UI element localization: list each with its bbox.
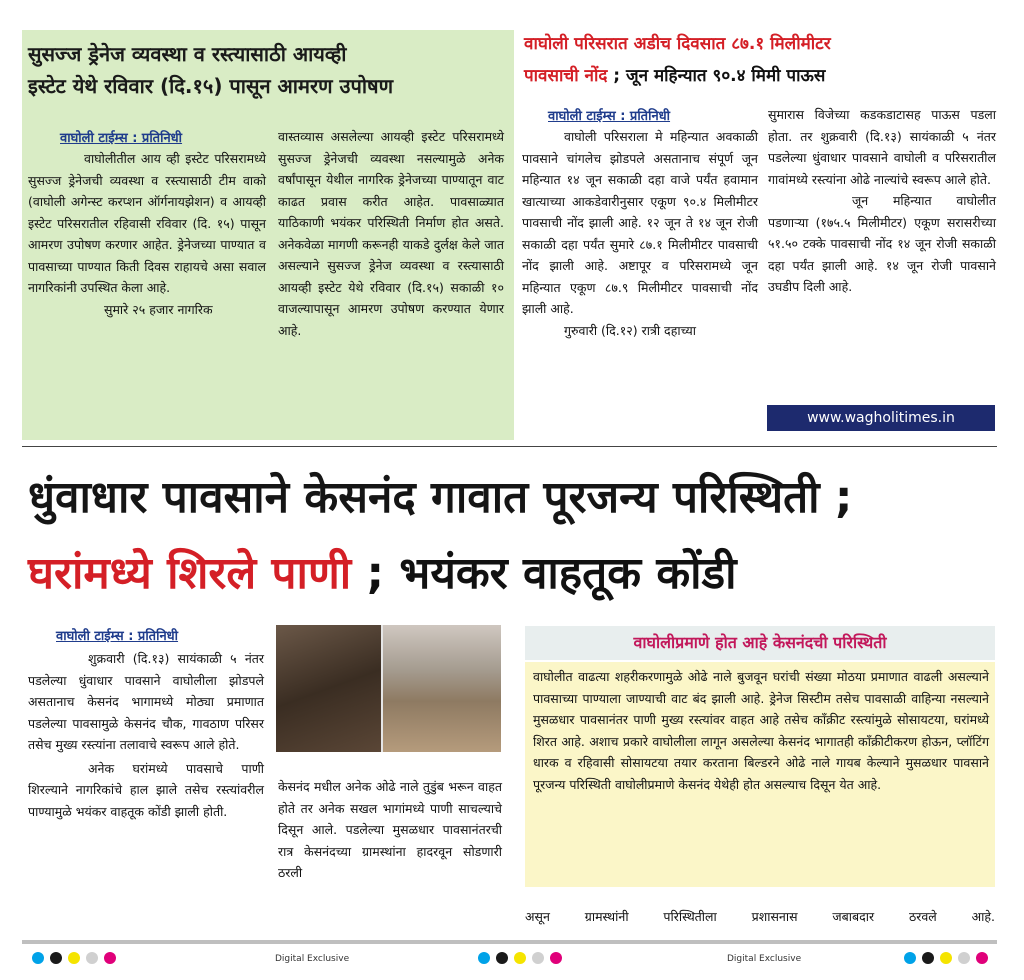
website-url[interactable]: www.wagholitimes.in: [767, 405, 995, 431]
sidebar-body: [533, 666, 989, 795]
registration-dot: [940, 952, 952, 964]
story1-byline: वाघोली टाईम्स : प्रतिनिधी: [60, 131, 183, 146]
registration-dot: [478, 952, 490, 964]
registration-dot: [550, 952, 562, 964]
main-col1-paragraph: अनेक घरांमध्ये पावसाचे पाणी शिरल्याने नागरिकांचे हाल झाले तसेच रस्त्यांवरील पाण्यामुळे भयंकर वाहतूक कोंडी झाली होती.: [28, 760, 264, 819]
story1-column-1: [28, 148, 266, 320]
footer-bar: [22, 940, 997, 944]
registration-dot: [50, 952, 62, 964]
story2-headline-line1: वाघोली परिसरात अडीच दिवसात ८७.१ मिलीमीटर: [524, 34, 831, 54]
main-headline-black: ; भयंकर वाहतूक कोंडी: [351, 548, 737, 599]
story1-col2-paragraph: वास्तव्यास असलेल्या आयव्ही इस्टेट परिसरामध्ये सुसज्ज ड्रेनेजची व्यवस्था नसल्यामुळे अनेक वर्षांपासून येथील नागरिक ड्रेनेजच्या पाण्यातून वाट काढत प्रवास करीत आहेत. पावसाळ्यात याठिकाणी भयंकर परिस्थिती निर्माण होत असते. अनेकवेळा मागणी करूनही याकडे दुर्लक्ष केले जात असल्याने सुसज्ज ड्रेनेज व्यवस्था व रस्त्यासाठी आयव्ही इस्टेट येथे रविवार (दि.१५) सकाळी १० वाजल्यापासून आमरण उपोषण करण्यात येणार आहे.: [278, 129, 504, 338]
story1-col1-paragraph: वाघोलीतील आय व्ही इस्टेट परिसरामध्ये सुसज्ज ड्रेनेजची व्यवस्था व रस्त्यासाठी टीम वाको (वाघोली अगेन्स्ट करप्शन ऑर्गनायझेशन) व आयव्ही इस्टेट परिसरातील रहिवासी रविवार (दि. १५) पासून आमरण उपोषण करणार आहेत. ड्रेनेजच्या पाण्यात व पावसाच्या पाण्यात किती दिवस राहायचे असा सवाल नागरिकांनी उपस्थित केला आहे.: [28, 151, 266, 295]
main-column-2: [278, 776, 502, 884]
main-col3-paragraph: असून ग्रामस्थांनी परिस्थितीला प्रशासनास जबाबदार ठरवले आहे.: [525, 909, 995, 924]
main-column-1: [28, 648, 264, 822]
story2-headline-red: पावसाची नोंद: [524, 66, 608, 86]
flood-photo-street: [383, 625, 501, 752]
registration-dot: [514, 952, 526, 964]
registration-dot: [976, 952, 988, 964]
story1-headline-line1: सुसज्ज ड्रेनेज व्यवस्था व रस्त्यासाठी आयव्ही: [28, 42, 347, 66]
story2-col2-paragraph: जून महिन्यात वाघोलीत पडणाऱ्या (१७५.५ मिलीमीटर) एकूण सरासरीच्या ५१.५० टक्के पावसाची नोंद १४ जून रोजी सकाळी दहा पर्यंत झाली आहे. १४ जून रोजी पावसाने उघडीप दिली आहे.: [768, 193, 996, 294]
story1-column-2: [278, 126, 504, 341]
story2-headline: [524, 28, 1000, 92]
sidebar-paragraph: वाघोलीत वाढत्या शहरीकरणामुळे ओढे नाले बुजवून घरांची संख्या मोठया प्रमाणात वाढली असल्याने पावसाच्या पाण्याला जाण्याची वाट बंद झाली आहे. ड्रेनेज सिस्टीम तसेच पावसाळी वाहिन्या नसल्याने मुसळधार पावसानंतर पाणी मुख्य रस्त्यांवर वाहत आहे तसेच कॉंक्रीट रस्त्यांमुळे सोसायटया, घरांमध्ये शिरत आहे. अशाच प्रकारे वाघोलीला लागून असलेल्या केसनंद भागातही कॉंक्रीटीकरण होऊन, प्लॉटिंग धारक व रहिवासी सोसायटया तयार करताना बिल्डरने ओढे नाले गायब केल्याने मुसळधार पावसाने पूरजन्य परिस्थिती वाघोलीप्रमाणे केसनंद येथेही होत असल्याच दिसून येत आहे.: [533, 669, 989, 792]
registration-dot: [68, 952, 80, 964]
story2-col1-paragraph: वाघोली परिसराला मे महिन्यात अवकाळी पावसाने चांगलेच झोडपले असतानाच संपूर्ण जून महिन्यात १४ जून सकाळी दहा वाजे पर्यंत हवामान खात्याच्या आकडेवारीनुसार एकूण ९०.४ मिलीमीटर पावसाची नोंद झाली आहे. १२ जून ते १४ जून रोजी सकाळी दहा पर्यंत सुमारे ८७.१ मिलीमीटर पावसाची नोंद झाली आहे. अष्टापूर व परिसरामध्ये जून महिन्यात एकूण ८७.९ मिलीमीटर पावसाची नोंद झाली आहे.: [522, 129, 758, 316]
registration-dot: [904, 952, 916, 964]
registration-dot: [532, 952, 544, 964]
story1-headline-line2: इस्टेट येथे रविवार (दि.१५) पासून आमरण उपोषण: [28, 74, 394, 98]
story2-column-2: [768, 104, 996, 298]
registration-dot: [922, 952, 934, 964]
main-headline-red: घरांमध्ये शिरले पाणी: [28, 548, 352, 599]
sidebar-title: वाघोलीप्रमाणे होत आहे केसनंदची परिस्थिती: [525, 626, 995, 660]
story2-column-1: [522, 126, 758, 341]
footer-label-right: Digital Exclusive: [727, 954, 802, 964]
registration-dot: [104, 952, 116, 964]
main-col1-paragraph: शुक्रवारी (दि.१३) सायंकाळी ५ नंतर पडलेल्या धुंवाधार पावसाने वाघोलीला झोडपले असतानाच केसनंद भागामध्ये मोठ्या प्रमाणात पडलेल्या पावसामुळे केसनंद चौक, गावठाण परिसर तसेच मुख्य रस्त्यांना तलावाचे स्वरूप आले होते.: [28, 651, 264, 752]
story2-col2-paragraph: सुमारास विजेच्या कडकडाटासह पाऊस पडला होता. तर शुक्रवारी (दि.१३) सायंकाळी ५ नंतर पडलेल्या धुंवाधार पावसाने वाघोली व परिसरातील गावांमध्ये रस्त्यांना ओढे नाल्यांचे स्वरूप आले होते.: [768, 107, 996, 187]
registration-dot: [86, 952, 98, 964]
story2-headline-black: ; जून महिन्यात ९०.४ मिमी पाऊस: [607, 66, 826, 86]
story1-headline: [28, 38, 512, 102]
registration-dot: [32, 952, 44, 964]
main-headline-line1: धुंवाधार पावसाने केसनंद गावात पूरजन्य परिस्थिती ;: [28, 472, 853, 523]
story2-headline-line2: [524, 60, 1000, 92]
footer-label-left: Digital Exclusive: [275, 954, 350, 964]
registration-dot: [496, 952, 508, 964]
main-column-3: [525, 906, 995, 928]
main-col2-paragraph: केसनंद मधील अनेक ओढे नाले तुडुंब भरून वाहत होते तर अनेक सखल भागांमध्ये पाणी साचल्याचे दिसून आले. पडलेल्या मुसळधार पावसानंतरची रात्र केसनंदच्या ग्रामस्थांना हादरवून सोडणारी ठरली: [278, 779, 502, 880]
section-divider: [22, 446, 997, 447]
flood-photo-house: [276, 625, 381, 752]
main-headline-line2: [28, 546, 1008, 602]
main-byline: वाघोली टाईम्स : प्रतिनिधी: [56, 629, 179, 644]
story2-col1-paragraph: गुरुवारी (दि.१२) रात्री दहाच्या: [564, 322, 697, 338]
registration-dot: [958, 952, 970, 964]
story2-byline: वाघोली टाईम्स : प्रतिनिधी: [548, 109, 671, 124]
story1-col1-paragraph: सुमारे २५ हजार नागरिक: [104, 301, 213, 317]
